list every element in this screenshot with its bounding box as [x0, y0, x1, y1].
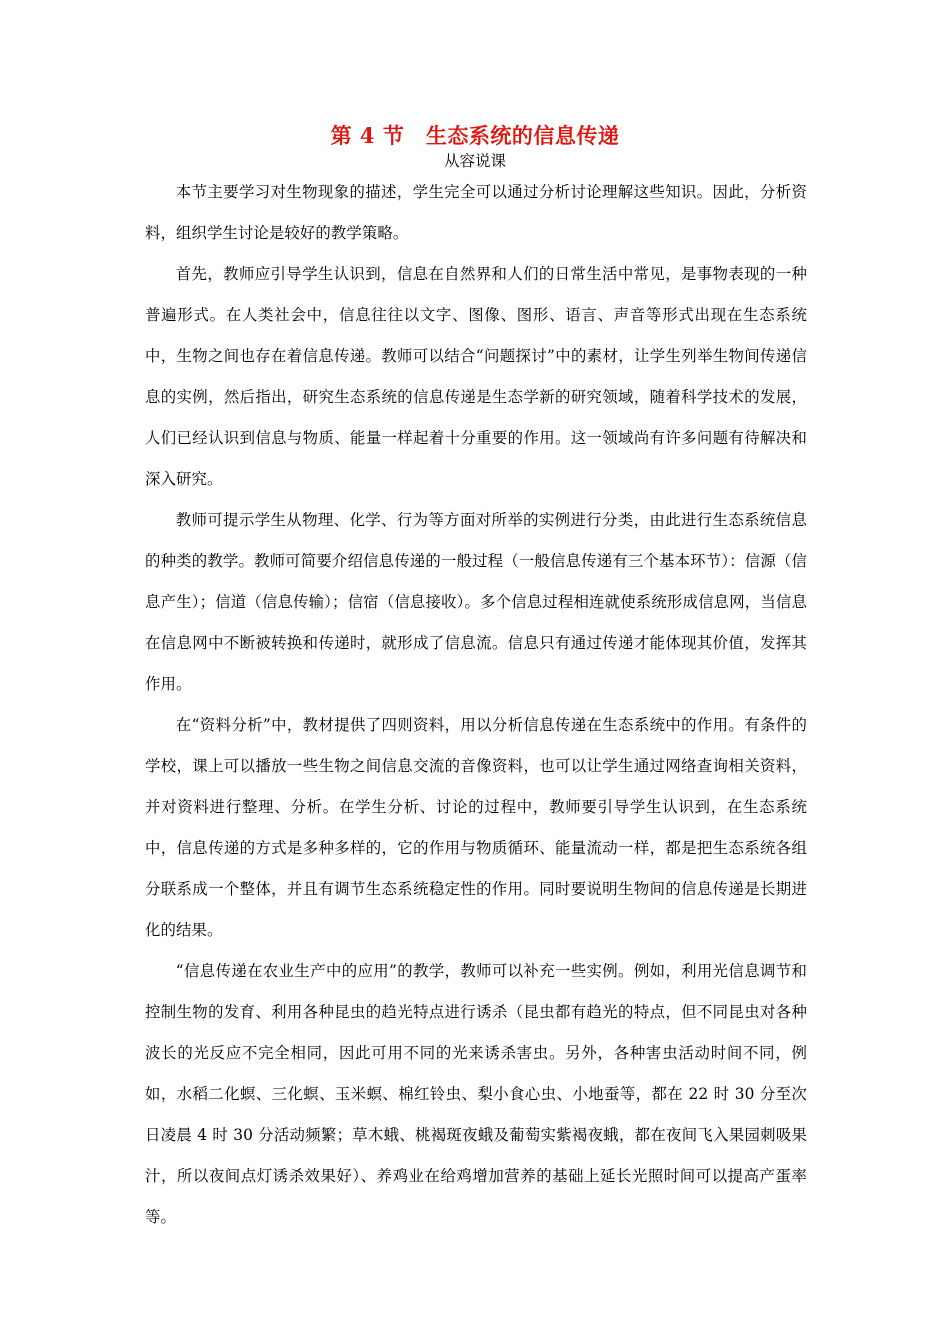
paragraph-intro: 本节主要学习对生物现象的描述，学生完全可以通过分析讨论理解这些知识。因此，分析资料，组织学生讨论是较好的教学策略。	[145, 183, 807, 242]
paragraph-information-concept: 首先，教师应引导学生认识到，信息在自然界和人们的日常生活中常见，是事物表现的一种普遍形式。在人类社会中，信息往往以文字、图像、图形、语言、声音等形式出现在生态系统中，生物之间也存在着信息传递。教师可以结合“问题探讨”中的素材，让学生列举生物间传递信息的实例，然后指出，研究生态系统的信息传递是生态学新的研究领域，随着科学技术的发展，人们已经认识到信息与物质、能量一样起着十分重要的作用。这一领域尚有许多问题有待解决和深入研究。	[145, 265, 807, 488]
section-subtitle: 从容说课	[443, 152, 506, 170]
paragraph-agriculture-application: “信息传递在农业生产中的应用”的教学，教师可以补充一些实例。例如，利用光信息调节和控制生物的发育、利用各种昆虫的趋光特点进行诱杀（昆虫都有趋光的特点，但不同昆虫对各种波长的光反应不完全相同，因此可用不同的光来诱杀害虫。另外，各种害虫活动时间不同，例如，水稻二化螟、三化螟、玉米螟、棉红铃虫、梨小食心虫、小地蚕等，都在 22 时 30 分至次日凌晨 4 时 30 分活动频繁；草木蛾、桃褐斑夜蛾及葡萄实紫褐夜蛾，都在夜间飞入果园刺吸果汁，所以夜间点灯诱杀效果好）、养鸡业在给鸡增加营养的基础上延长光照时间可以提高产蛋率等。	[145, 962, 807, 1226]
section-title: 第 4 节 生态系统的信息传递	[330, 123, 620, 148]
body-text	[145, 172, 807, 1238]
paragraph-data-analysis: 在“资料分析”中，教材提供了四则资料，用以分析信息传递在生态系统中的作用。有条件的学校，课上可以播放一些生物之间信息交流的音像资料，也可以让学生通过网络查询相关资料，并对资料进行整理、分析。在学生分析、讨论的过程中，教师要引导学生认识到，在生态系统中，信息传递的方式是多种多样的，它的作用与物质循环、能量流动一样，都是把生态系统各组分联系成一个整体，并且有调节生态系统稳定性的作用。同时要说明生物间的信息传递是长期进化的结果。	[145, 716, 807, 939]
paragraph-information-types: 教师可提示学生从物理、化学、行为等方面对所举的实例进行分类，由此进行生态系统信息的种类的教学。教师可简要介绍信息传递的一般过程（一般信息传递有三个基本环节）：信源（信息产生）；信道（信息传输）；信宿（信息接收）。多个信息过程相连就使系统形成信息网，当信息在信息网中不断被转换和传递时，就形成了信息流。信息只有通过传递才能体现其价值，发挥其作用。	[145, 511, 807, 693]
